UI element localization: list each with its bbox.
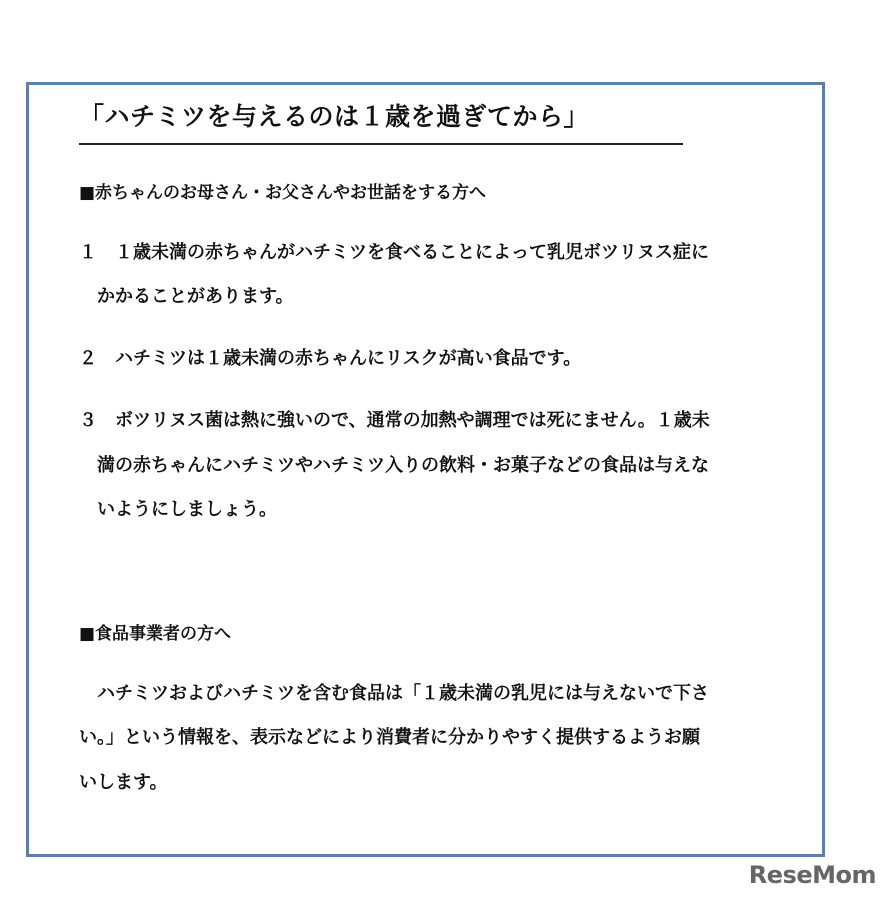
item3-line3: いようにしましょう。 [97, 499, 277, 520]
page-title: 「ハチミツを与えるのは１歳を過ぎてから」 [79, 97, 683, 145]
item1-line2: かかることがあります。 [97, 286, 294, 307]
item1-line1: １ １歳未満の赤ちゃんがハチミツを食べることによって乳児ボツリヌス症に [79, 242, 709, 263]
item3-line1: ３ ボツリヌス菌は熱に強いので、通常の加熱や調理では死にません。１歳未 [79, 410, 710, 431]
section2-line1: ハチミツおよびハチミツを含む食品は「１歳未満の乳児には与えないで下さ [97, 683, 709, 704]
section2-line3: いします。 [79, 772, 168, 793]
notice-frame [26, 82, 825, 857]
item2-line1: ２ ハチミツは１歳未満の赤ちゃんにリスクが高い食品です。 [79, 348, 582, 369]
section2-heading: ■食品事業者の方へ [79, 624, 232, 644]
section1-heading: ■赤ちゃんのお母さん・お父さんやお世話をする方へ [79, 183, 487, 203]
item3-line2: 満の赤ちゃんにハチミツやハチミツ入りの飲料・お菓子などの食品は与えな [97, 455, 709, 476]
resemom-logo: ReseMom [748, 861, 876, 889]
section2-line2: い。」という情報を、表示などにより消費者に分かりやすく提供するようお願 [79, 727, 700, 748]
